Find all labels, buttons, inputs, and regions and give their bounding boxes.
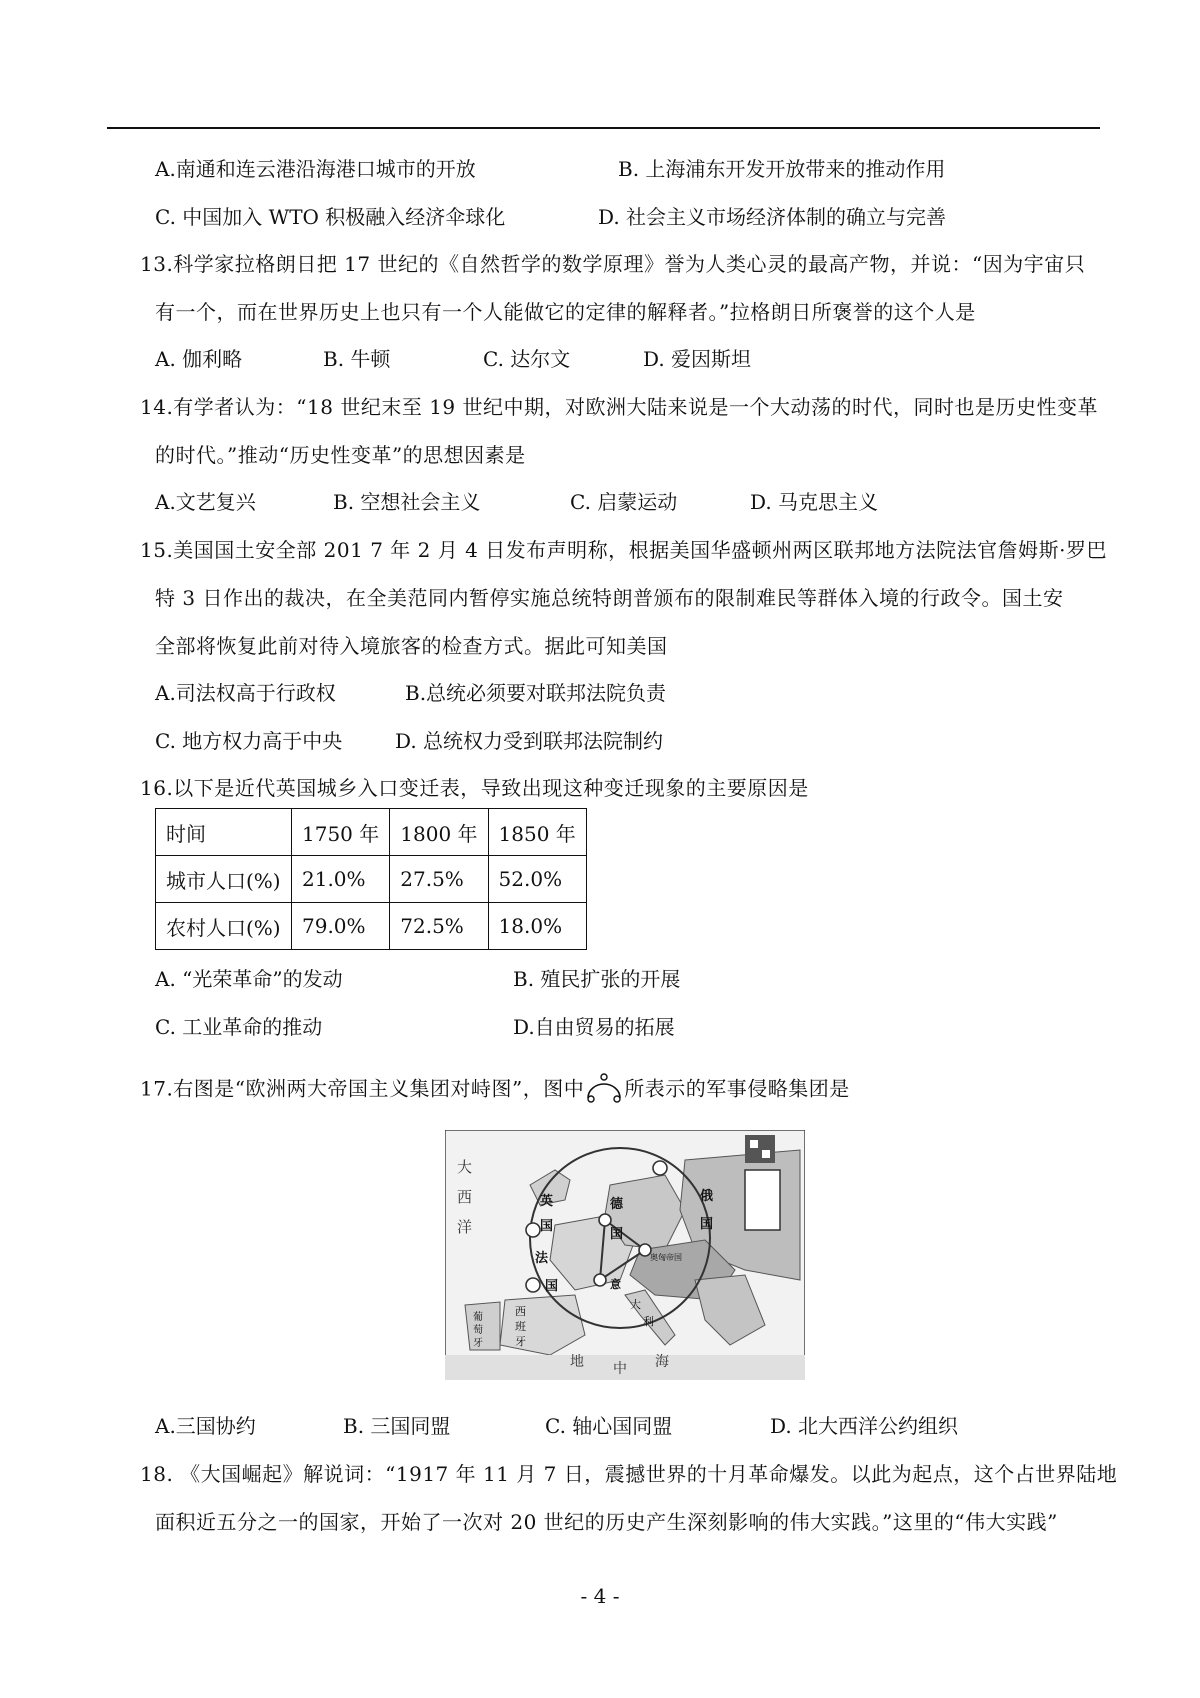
table-cell: 农村人口(%) [156,903,292,950]
map-label: 国 [610,1227,624,1242]
q15-stem-line2: 特 3 日作出的裁决，在全美范同内暂停实施总统特朗普颁布的限制难民等群体入境的行政令。国土安 [155,586,1064,610]
europe-map-figure [445,1130,805,1380]
population-table [155,808,587,950]
map-label: 法 [535,1251,549,1266]
q13-stem-line1: 13.科学家拉格朗日把 17 世纪的《自然哲学的数学原理》誉为人类心灵的最高产物，并说：“因为宇宙只 [140,252,1086,276]
map-label: 俄 [700,1189,714,1204]
q18-stem-line1: 18. 《大国崛起》解说词：“1917 年 11 月 7 日，震撼世界的十月革命爆发。以此为起点，这个占世界陆地 [140,1462,1118,1486]
map-label: 洋 [457,1218,473,1236]
q12-option-b: B. 上海浦东开发开放带来的推动作用 [618,157,946,181]
q18-stem-line2: 面积近五分之一的国家，开始了一次对 20 世纪的历史产生深刻影响的伟大实践。”这里的“伟大实践” [155,1510,1058,1534]
q13-stem-line2: 有一个，而在世界历史上也只有一个人能做它的定律的解释者。”拉格朗日所褒誉的这个人是 [155,300,976,324]
page-number: - 4 - [580,1584,620,1608]
map-label: 德 [610,1197,624,1212]
q15-stem-line3: 全部将恢复此前对待入境旅客的检查方式。据此可知美国 [155,634,668,658]
table-cell: 1850 年 [488,809,586,856]
header-rule [107,127,1100,129]
map-label: 牙 [473,1338,483,1349]
map-label: 国 [540,1219,554,1234]
map-label: 奥匈帝国 [650,1253,682,1262]
q17-option-c: C. 轴心国同盟 [545,1414,673,1438]
q15-stem-line1: 15.美国国土安全部 201 7 年 2 月 4 日发布声明称，根据美国华盛顿州两区联邦地方法院法官詹姆斯·罗巴 [140,538,1108,562]
q15-option-d: D. 总统权力受到联邦法院制约 [395,729,664,753]
map-label: 西 [457,1188,473,1206]
table-cell: 21.0% [292,856,390,903]
q16-stem-line1: 16.以下是近代英国城乡入口变迁表，导致出现这种变迁现象的主要原因是 [140,776,809,800]
map-label: 大 [630,1298,641,1311]
map-label: 班 [515,1320,526,1333]
q17-option-d: D. 北大西洋公约组织 [770,1414,959,1438]
q13-option-d: D. 爱因斯坦 [643,347,752,371]
q15-option-c: C. 地方权力高于中央 [155,729,343,753]
map-label: 利 [643,1315,654,1328]
table-row [156,903,587,950]
q15-option-a: A.司法权高于行政权 [155,681,336,705]
q12-option-d: D. 社会主义市场经济体制的确立与完善 [598,205,947,229]
table-cell: 72.5% [390,903,488,950]
q13-option-c: C. 达尔文 [483,347,571,371]
table-cell: 1750 年 [292,809,390,856]
table-cell: 1800 年 [390,809,488,856]
q17-stem-line1 [140,1072,850,1108]
table-cell: 79.0% [292,903,390,950]
map-label: 牙 [515,1335,526,1348]
map-label: 地 [570,1354,584,1370]
q14-option-a: A.文艺复兴 [155,490,256,514]
map-label: 国 [700,1217,714,1232]
q14-stem-line1: 14.有学者认为：“18 世纪末至 19 世纪中期，对欧洲大陆来说是一个大动荡的时代，同时也是历史性变革 [140,395,1099,419]
table-cell: 18.0% [488,903,586,950]
table-cell: 时间 [156,809,292,856]
q16-option-d: D.自由贸易的拓展 [513,1015,675,1039]
q16-option-a: A. “光荣革命”的发动 [155,967,343,991]
table-cell: 城市人口(%) [156,856,292,903]
map-label: 葡 [473,1312,483,1323]
q14-option-c: C. 启蒙运动 [570,490,678,514]
table-row [156,809,587,856]
q12-option-c: C. 中国加入 WTO 积极融入经济伞球化 [155,205,506,229]
map-label: 海 [655,1354,669,1370]
q13-option-a: A. 伽利略 [155,347,243,371]
q16-option-c: C. 工业革命的推动 [155,1015,323,1039]
q17-stem-pre: 17.右图是“欧洲两大帝国主义集团对峙图”，图中 [140,1076,585,1101]
q17-option-b: B. 三国同盟 [343,1414,451,1438]
map-label: 意 [610,1278,621,1291]
map-label: 萄 [473,1325,483,1336]
map-label: 西 [515,1305,526,1318]
ring-symbol-icon [584,1072,624,1108]
map-label: 英 [540,1194,554,1209]
table-cell: 27.5% [390,856,488,903]
q12-option-a: A.南通和连云港沿海港口城市的开放 [155,157,476,181]
q15-option-b: B.总统必须要对联邦法院负责 [405,681,667,705]
table-row [156,856,587,903]
q13-option-b: B. 牛顿 [323,347,391,371]
q16-option-b: B. 殖民扩张的开展 [513,967,681,991]
q14-option-d: D. 马克思主义 [750,490,879,514]
q17-option-a: A.三国协约 [155,1414,256,1438]
map-label: 国 [545,1279,559,1294]
q14-stem-line2: 的时代。”推动“历史性变革”的思想因素是 [155,443,526,467]
q17-stem-post: 所表示的军事侵略集团是 [624,1076,850,1101]
map-label: 大 [457,1158,473,1176]
table-cell: 52.0% [488,856,586,903]
map-label: 中 [613,1361,627,1377]
q14-option-b: B. 空想社会主义 [333,490,481,514]
